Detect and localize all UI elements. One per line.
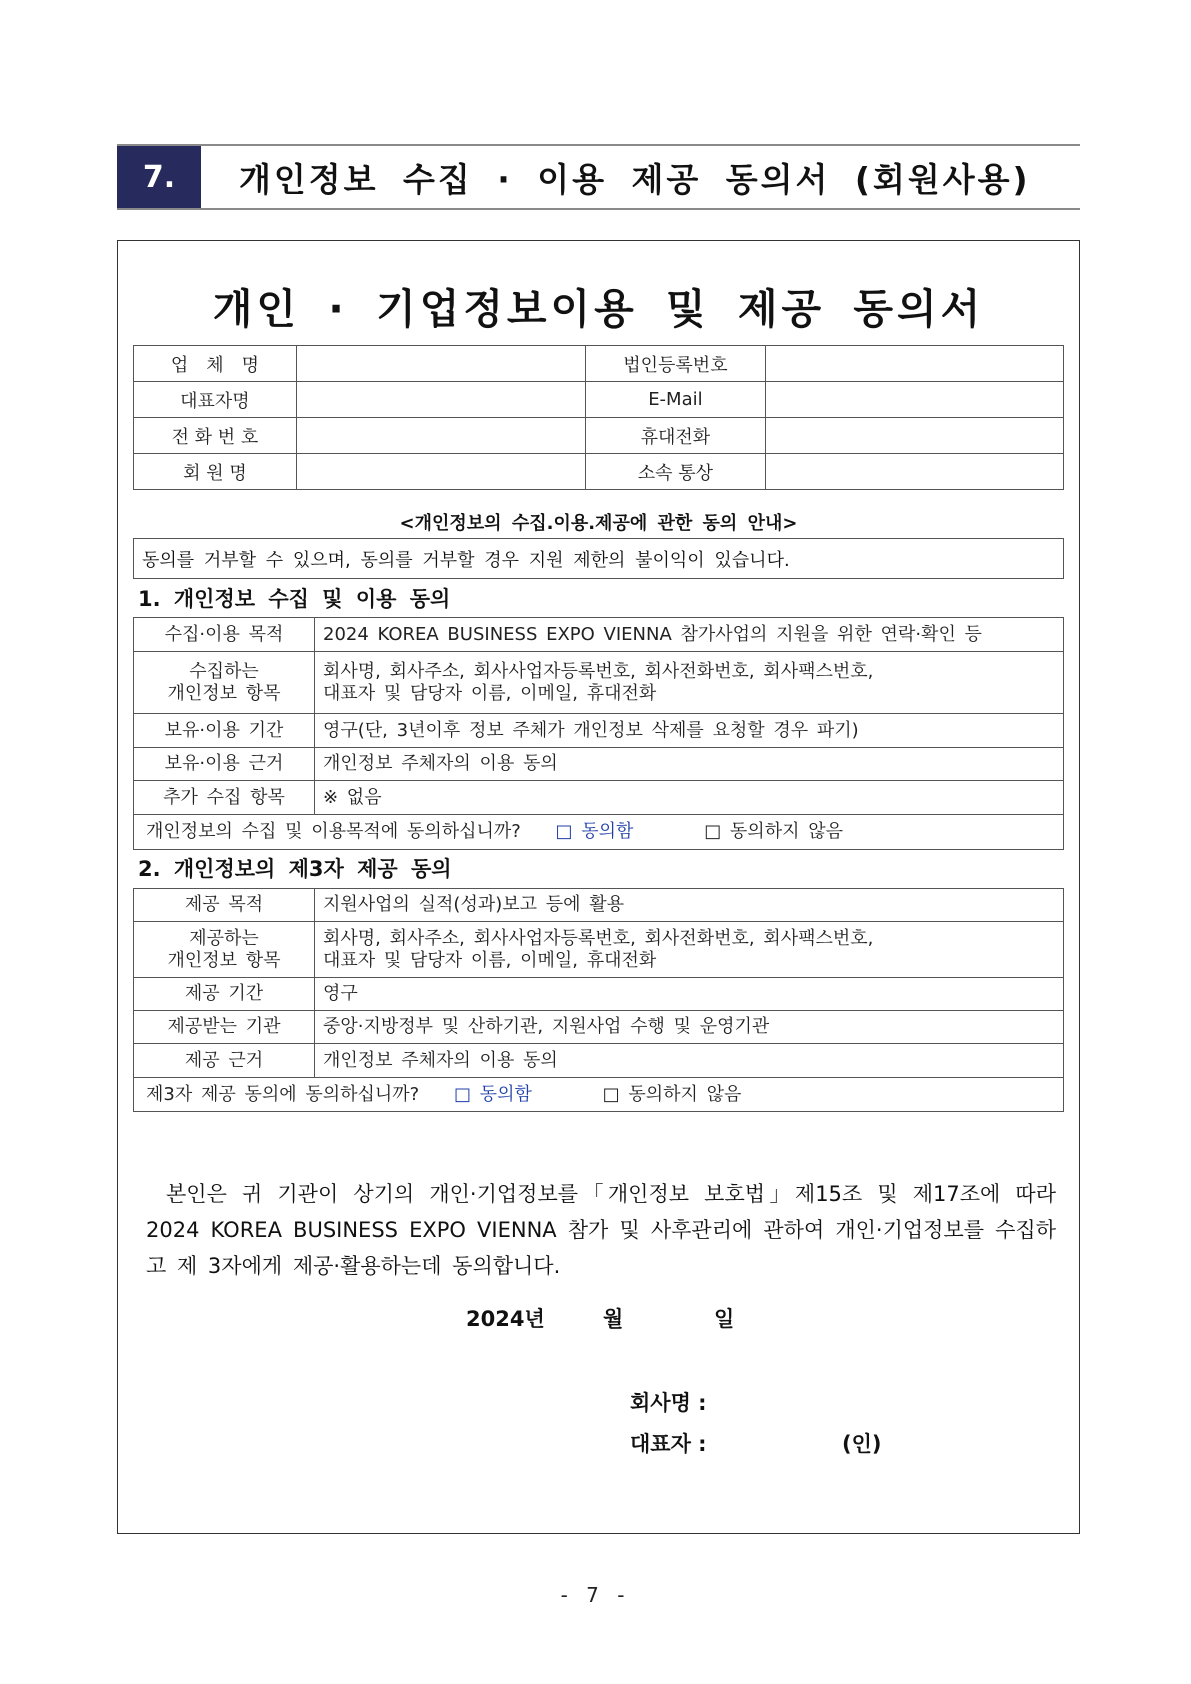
collection-consent-table — [133, 617, 1064, 850]
agree-checkbox[interactable]: □ 동의함 — [555, 821, 634, 842]
row-key: 제공 목적 — [134, 889, 315, 922]
row-key-line: 수집하는 — [189, 660, 259, 682]
disagree-checkbox[interactable]: □ 동의하지 않음 — [704, 821, 843, 842]
table-row — [134, 815, 1064, 850]
label-company-name: 업 체 명 — [134, 346, 297, 382]
consent-question-row — [134, 815, 1064, 850]
table-row — [134, 418, 1064, 454]
row-value-line: 대표자 및 담당자 이름, 이메일, 휴대전화 — [323, 949, 657, 971]
date-month: 월 — [603, 1307, 624, 1331]
row-key — [134, 652, 315, 714]
row-value: 개인정보 주체자의 이용 동의 — [315, 1044, 1064, 1078]
table-row — [134, 652, 1064, 714]
third-party-consent-table — [133, 888, 1064, 1112]
table-row — [134, 978, 1064, 1011]
row-key: 보유·이용 근거 — [134, 748, 315, 781]
member-name-field[interactable] — [296, 454, 585, 490]
corp-reg-number-field[interactable] — [766, 346, 1064, 382]
consent-question: 개인정보의 수집 및 이용목적에 동의하십니까? — [146, 821, 521, 842]
table-row — [134, 781, 1064, 815]
row-key — [134, 922, 315, 978]
representative-field[interactable] — [296, 382, 585, 418]
table-row — [134, 714, 1064, 748]
phone-field[interactable] — [296, 418, 585, 454]
section-number: 7. — [117, 146, 201, 208]
table-row — [134, 922, 1064, 978]
row-key: 수집·이용 목적 — [134, 618, 315, 652]
table-row — [134, 1011, 1064, 1044]
row-key: 보유·이용 기간 — [134, 714, 315, 748]
consent-question: 제3자 제공 동의에 동의하십니까? — [146, 1083, 420, 1105]
company-info-table — [133, 345, 1064, 490]
section-title: 개인정보 수집 · 이용 제공 동의서 (회원사용) — [239, 159, 1031, 199]
table-row — [134, 618, 1064, 652]
row-value: 2024 KOREA BUSINESS EXPO VIENNA 참가사업의 지원을 위한 연락·확인 등 — [315, 618, 1064, 652]
notice-box: 동의를 거부할 수 있으며, 동의를 거부할 경우 지원 제한의 불이익이 있습니다. — [133, 538, 1064, 579]
label-phone: 전 화 번 호 — [134, 418, 297, 454]
header-rule-bottom — [117, 208, 1080, 210]
notice-title: <개인정보의 수집.이용.제공에 관한 동의 안내> — [399, 513, 798, 534]
seal-mark: (인) — [842, 1432, 882, 1456]
section2-heading: 2. 개인정보의 제3자 제공 동의 — [138, 857, 452, 881]
company-name-label: 회사명 : — [630, 1391, 707, 1415]
form-title: 개인 · 기업정보이용 및 제공 동의서 — [212, 285, 985, 333]
row-value: ※ 없음 — [315, 781, 1064, 815]
row-key: 제공 근거 — [134, 1044, 315, 1078]
row-key-line: 제공하는 — [189, 927, 259, 949]
email-field[interactable] — [766, 382, 1064, 418]
row-value: 영구 — [315, 978, 1064, 1011]
row-key-line: 개인정보 항목 — [167, 682, 281, 704]
consent-question-row — [134, 1078, 1064, 1112]
row-key: 제공받는 기관 — [134, 1011, 315, 1044]
table-row — [134, 346, 1064, 382]
table-row — [134, 1078, 1064, 1112]
consent-statement-text: 본인은 귀 기관이 상기의 개인·기업정보를「개인정보 보호법」제15조 및 제17조에 따라 2024 KOREA BUSINESS EXPO VIENNA 참가 및 사후관리에 관하여 개인·기업정보를 수집하고 제 3자에게 제공·활용하는데 동의합니다. — [146, 1182, 1056, 1278]
label-email: E-Mail — [585, 382, 766, 418]
label-mobile: 휴대전화 — [585, 418, 766, 454]
label-corp-reg-number: 법인등록번호 — [585, 346, 766, 382]
row-value: 지원사업의 실적(성과)보고 등에 활용 — [315, 889, 1064, 922]
row-value: 개인정보 주체자의 이용 동의 — [315, 748, 1064, 781]
row-key-line: 개인정보 항목 — [167, 949, 281, 971]
label-member-name: 회 원 명 — [134, 454, 297, 490]
disagree-checkbox[interactable]: □ 동의하지 않음 — [602, 1083, 742, 1105]
table-row — [134, 748, 1064, 781]
row-value-line: 회사명, 회사주소, 회사사업자등록번호, 회사전화번호, 회사팩스번호, — [323, 927, 874, 949]
consent-statement — [146, 1176, 1056, 1284]
row-key: 제공 기간 — [134, 978, 315, 1011]
affiliation-field[interactable] — [766, 454, 1064, 490]
row-value — [315, 922, 1064, 978]
date-day: 일 — [714, 1307, 735, 1331]
row-value: 중앙·지방정부 및 산하기관, 지원사업 수행 및 운영기관 — [315, 1011, 1064, 1044]
agree-checkbox[interactable]: □ 동의함 — [453, 1083, 532, 1105]
row-key: 추가 수집 항목 — [134, 781, 315, 815]
section-header — [117, 144, 1080, 210]
page-number: - 7 - — [560, 1583, 631, 1607]
representative-label: 대표자 : — [630, 1432, 707, 1456]
label-representative: 대표자명 — [134, 382, 297, 418]
date-year: 2024년 — [466, 1307, 545, 1331]
label-affiliation: 소속 통상 — [585, 454, 766, 490]
section1-heading: 1. 개인정보 수집 및 이용 동의 — [138, 587, 451, 611]
row-value-line: 대표자 및 담당자 이름, 이메일, 휴대전화 — [323, 682, 657, 704]
table-row — [134, 889, 1064, 922]
row-value-line: 회사명, 회사주소, 회사사업자등록번호, 회사전화번호, 회사팩스번호, — [323, 660, 874, 682]
consent-form — [117, 240, 1080, 1534]
table-row — [134, 454, 1064, 490]
table-row — [134, 382, 1064, 418]
mobile-field[interactable] — [766, 418, 1064, 454]
company-name-field[interactable] — [296, 346, 585, 382]
table-row — [134, 1044, 1064, 1078]
row-value: 영구(단, 3년이후 정보 주체가 개인정보 삭제를 요청할 경우 파기) — [315, 714, 1064, 748]
row-value — [315, 652, 1064, 714]
